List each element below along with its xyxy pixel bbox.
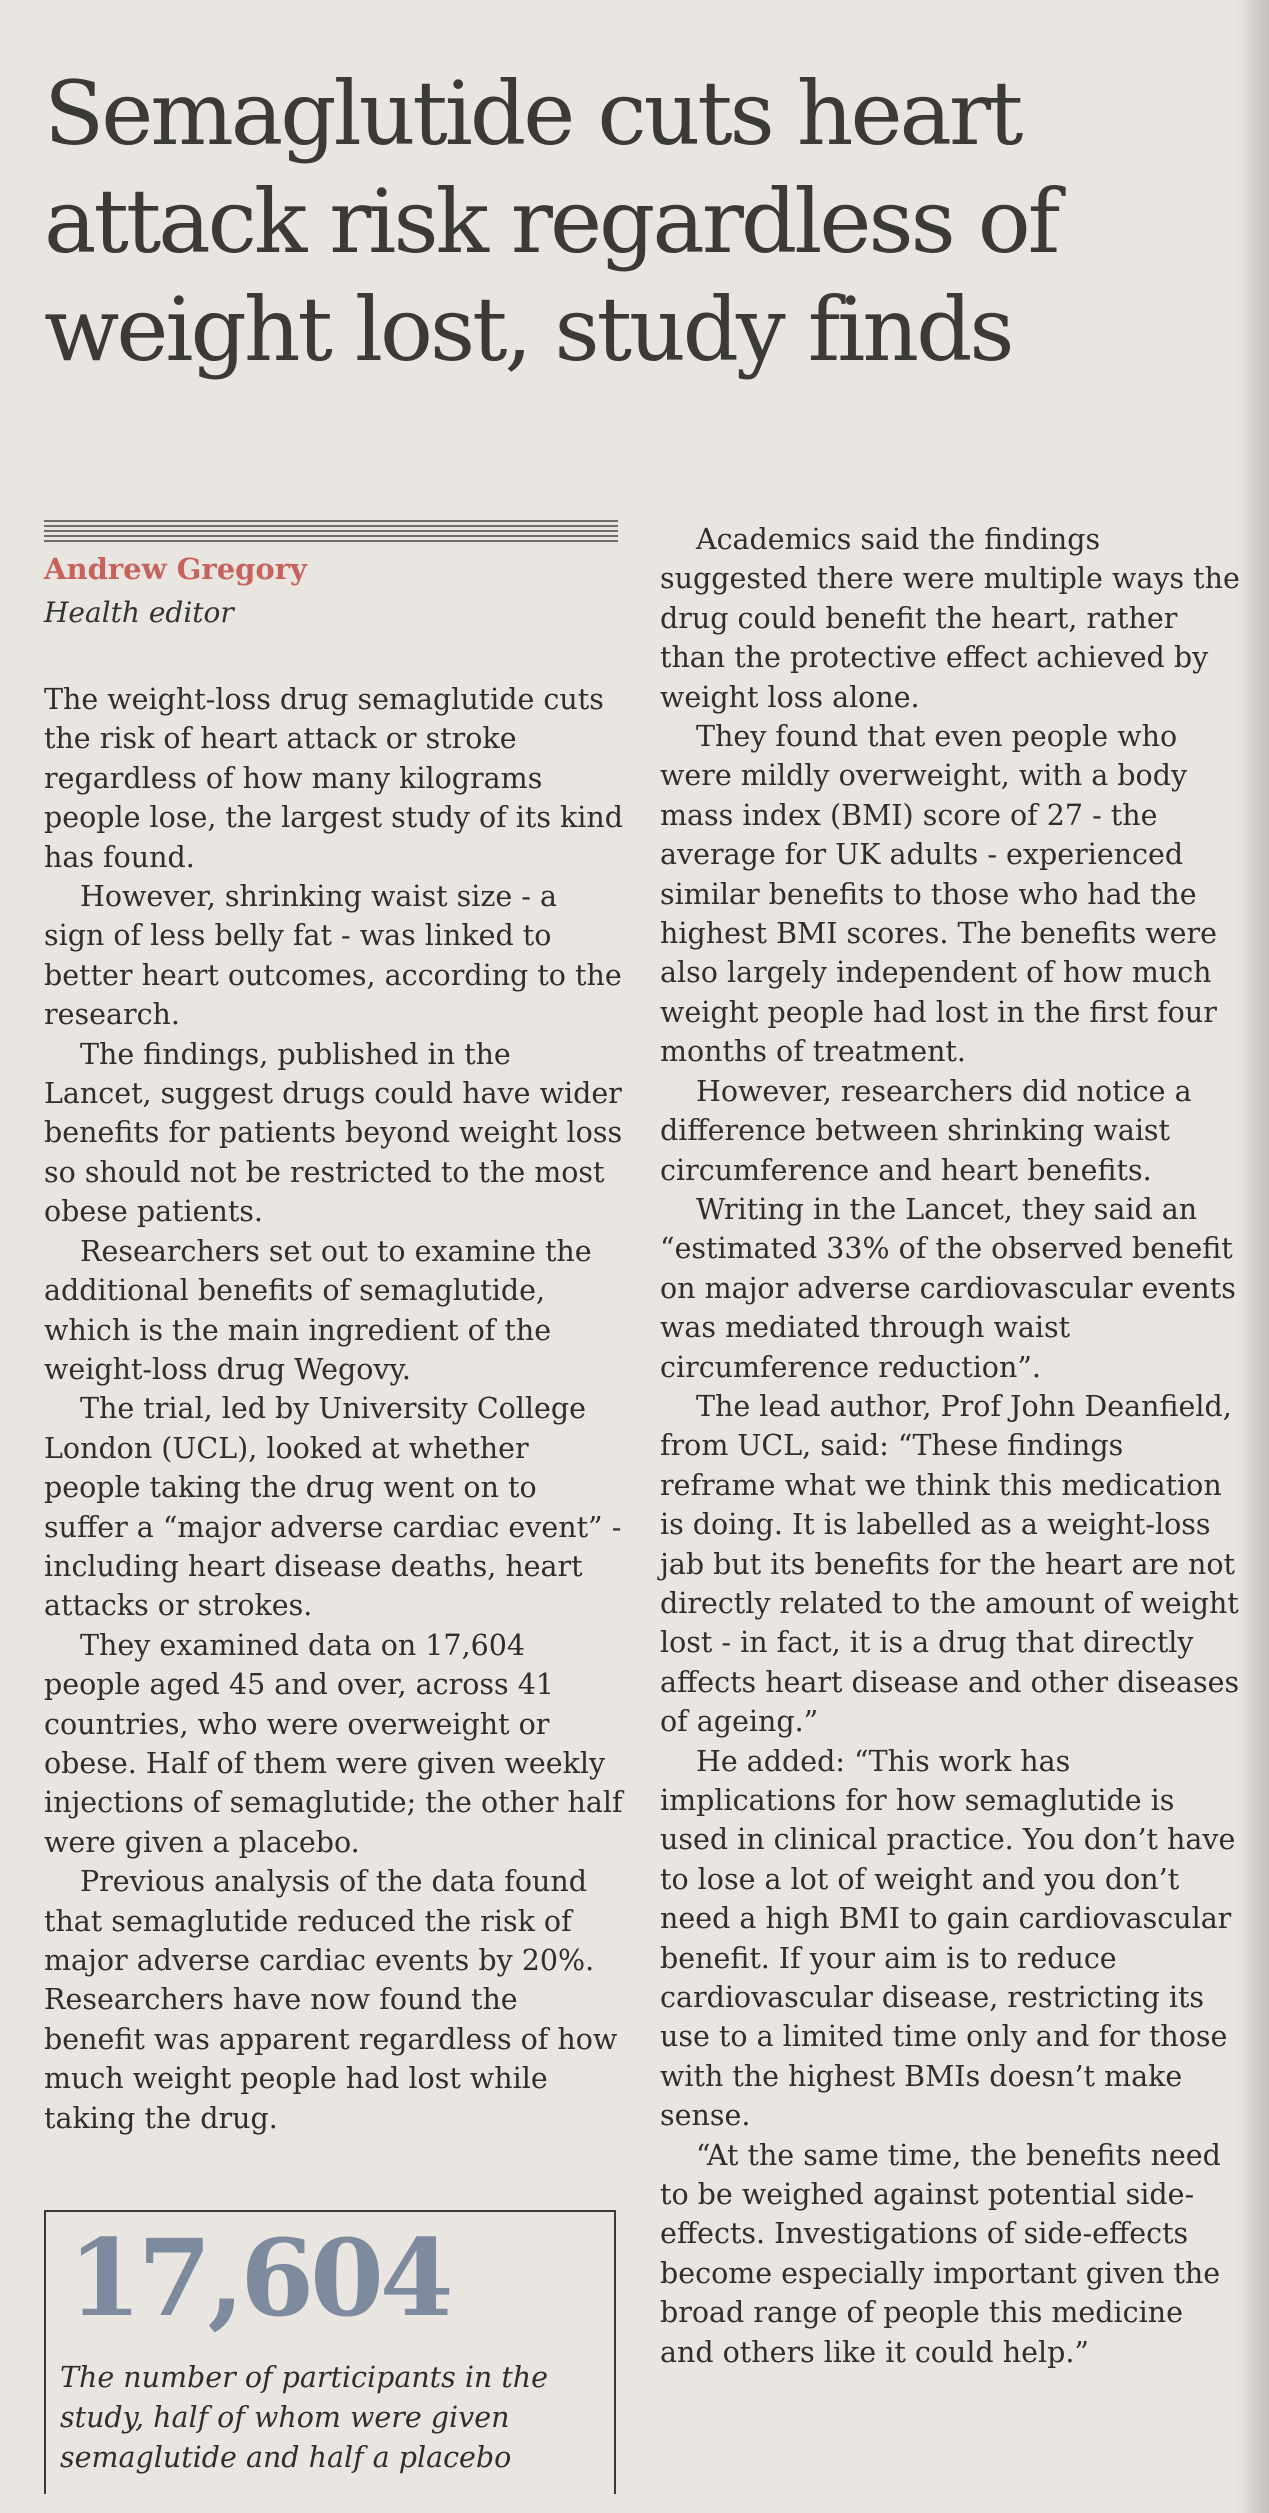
paragraph: Academics said the findings suggested there were multiple ways the drug could benefit the heart, rather than the protective effect achieved by weight loss alone. [660,523,1240,714]
author-role: Health editor [44,596,234,629]
paragraph: However, researchers did notice a difference between shrinking waist circumference and heart benefits. [660,1074,1192,1187]
paragraph: They found that even people who were mildly overweight, with a body mass index (BMI) score of 27 - the average for UK adults - experienced similar benefits to those who had the highest BMI scores. The benefits were also largely independent of how much weight people had lost in the first four months of treatment. [660,720,1218,1069]
paragraph: However, shrinking waist size - a sign of less belly fat - was linked to better heart outcomes, according to the research. [44,880,622,1032]
byline-rules [44,520,618,542]
paragraph: The trial, led by University College London (UCL), looked at whether people taking the drug went on to suffer a “major adverse cardiac event” - including heart disease deaths, heart attacks or strokes. [44,1392,622,1623]
paragraph: He added: “This work has implications for how semaglutide is used in clinical practice. You don’t have to lose a lot of weight and you don’t need a high BMI to gain cardiovascular benefit. If your aim is to reduce cardiovascular disease, restricting its use to a limited time only and for those with the highest BMIs doesn’t make sense. [660,1744,1236,2133]
paragraph: Previous analysis of the data found that semaglutide reduced the risk of major adverse cardiac events by 20%. Researchers have now found the benefit was apparent regardless of how much weight people had lost while taking the drug. [44,1865,618,2135]
right-column [660,520,1240,2372]
paper-edge-shadow [1237,0,1269,2513]
paragraph: The findings, published in the Lancet, suggest drugs could have wider benefits for patients beyond weight loss so should not be restricted to the most obese patients. [44,1037,623,1229]
paragraph: The lead author, Prof John Deanfield, from UCL, said: “These findings reframe what we think this medication is doing. It is labelled as a weight-loss jab but its benefits for the heart are not directly related to the amount of weight lost - in fact, it is a drug that directly affects heart disease and other diseases of ageing.” [660,1389,1240,1739]
author-name: Andrew Gregory [44,552,307,586]
stat-callout-box [44,2210,616,2494]
headline: Semaglutide cuts heart attack risk regardless of weight lost, study finds [44,62,1058,381]
paragraph: “At the same time, the benefits need to be weighed against potential side-effects. Investigations of side-effects become especially important given the broad range of people this medicine and others like it could help.” [660,2138,1221,2369]
paragraph: Researchers set out to examine the additional benefits of semaglutide, which is the main ingredient of the weight-loss drug Wegovy. [44,1234,592,1386]
paragraph: The weight-loss drug semaglutide cuts the risk of heart attack or stroke regardless of how many kilograms people lose, the largest study of its kind has found. [44,683,623,874]
callout-caption: The number of participants in the study, half of whom were given semaglutide and half a placebo [60,2361,549,2474]
callout-number: 17,604 [68,2215,450,2340]
left-column [44,680,624,2138]
paragraph: They examined data on 17,604 people aged 45 and over, across 41 countries, who were overweight or obese. Half of them were given weekly injections of semaglutide; the other half were given a placebo. [44,1628,623,1859]
paragraph: Writing in the Lancet, they said an “estimated 33% of the observed benefit on major adverse cardiovascular events was mediated through waist circumference reduction”. [660,1192,1236,1384]
